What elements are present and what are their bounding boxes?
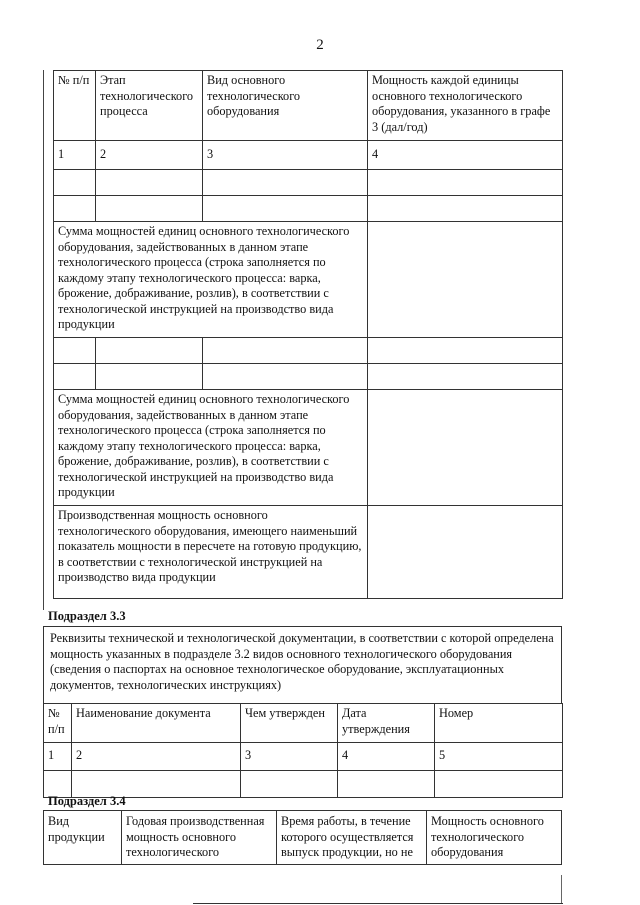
header-cell: Дата утверждения <box>338 704 435 743</box>
header-cell: Мощность каждой единицы основного технологического оборудования, указанного в графе 3 (дал/год) <box>368 71 563 141</box>
subsection-3-3-title: Подраздел 3.3 <box>48 609 126 623</box>
empty-cell[interactable] <box>241 771 338 798</box>
table-row <box>54 364 563 390</box>
header-cell: Годовая производственная мощность основного технологического <box>122 811 277 865</box>
column-number: 1 <box>54 141 96 170</box>
frame-line <box>193 903 563 904</box>
production-capacity-label: Производственная мощность основного технологического оборудования, имеющего наименьший показатель мощности в пересчете на готовую продукцию, в соответствии с технологической инструкцией на производство вида продукции <box>54 506 368 599</box>
header-cell: Время работы, в течение которого осуществляется выпуск продукции, но не <box>277 811 427 865</box>
column-number: 3 <box>203 141 368 170</box>
column-number: 2 <box>72 743 241 771</box>
empty-cell[interactable] <box>203 170 368 196</box>
subsection-3-3-description: Реквизиты технической и технологической документации, в соответствии с которой определена мощность указанных в подразделе 3.2 видов основного технологического оборудования (сведения о паспортах на основное технологическое оборудование, эксплуатационных документов, технологических инструкциях) <box>43 626 562 703</box>
header-cell: Чем утвержден <box>241 704 338 743</box>
sum-label: Сумма мощностей единиц основного технологического оборудования, задействованных в данном этапе технологического процесса (строка заполняется по каждому этапу технологического процесса: варка, брожение, дображивание, розлив), в соответствии с технологической инструкцией на производство вида продукции <box>54 390 368 506</box>
column-number-row <box>44 743 563 771</box>
equipment-capacity-table <box>53 70 563 599</box>
header-cell: Вид основного технологического оборудования <box>203 71 368 141</box>
header-cell: Вид продукции <box>44 811 122 865</box>
table-header-row <box>54 71 563 141</box>
column-number: 2 <box>96 141 203 170</box>
table-header-row <box>44 811 562 865</box>
empty-cell[interactable] <box>96 338 203 364</box>
production-capacity-row <box>54 506 563 599</box>
frame-line <box>43 70 44 610</box>
header-cell: Мощность основного технологического оборудования <box>427 811 562 865</box>
empty-cell[interactable] <box>96 196 203 222</box>
column-number: 1 <box>44 743 72 771</box>
empty-cell[interactable] <box>54 196 96 222</box>
production-capacity-cell[interactable] <box>368 506 563 599</box>
empty-cell[interactable] <box>203 338 368 364</box>
column-number: 5 <box>435 743 563 771</box>
sum-value-cell[interactable] <box>368 390 563 506</box>
column-number-row <box>54 141 563 170</box>
table-row <box>54 338 563 364</box>
header-cell: Наименование документа <box>72 704 241 743</box>
header-cell: Этап технологического процесса <box>96 71 203 141</box>
sum-label: Сумма мощностей единиц основного технологического оборудования, задействованных в данном этапе технологического процесса (строка заполняется по каждому этапу технологического процесса: варка, брожение, дображивание, розлив), в соответствии с технологической инструкцией на производство вида продукции <box>54 222 368 338</box>
page-number: 2 <box>316 37 324 53</box>
frame-line <box>561 875 562 903</box>
sum-row <box>54 390 563 506</box>
empty-cell[interactable] <box>96 364 203 390</box>
sum-row <box>54 222 563 338</box>
table-header-row <box>44 704 563 743</box>
empty-cell[interactable] <box>54 170 96 196</box>
column-number: 4 <box>368 141 563 170</box>
empty-cell[interactable] <box>203 364 368 390</box>
empty-cell[interactable] <box>368 170 563 196</box>
sum-value-cell[interactable] <box>368 222 563 338</box>
empty-cell[interactable] <box>203 196 368 222</box>
header-cell: № п/п <box>44 704 72 743</box>
empty-cell[interactable] <box>368 196 563 222</box>
empty-cell[interactable] <box>96 170 203 196</box>
empty-cell[interactable] <box>338 771 435 798</box>
header-cell: № п/п <box>54 71 96 141</box>
subsection-3-4-title: Подраздел 3.4 <box>48 794 126 808</box>
empty-cell[interactable] <box>435 771 563 798</box>
table-row <box>54 196 563 222</box>
header-cell: Номер <box>435 704 563 743</box>
documentation-table <box>43 703 563 798</box>
column-number: 3 <box>241 743 338 771</box>
empty-cell[interactable] <box>368 338 563 364</box>
empty-cell[interactable] <box>368 364 563 390</box>
column-number: 4 <box>338 743 435 771</box>
empty-cell[interactable] <box>54 338 96 364</box>
annual-capacity-table <box>43 810 562 865</box>
table-row <box>54 170 563 196</box>
empty-cell[interactable] <box>54 364 96 390</box>
